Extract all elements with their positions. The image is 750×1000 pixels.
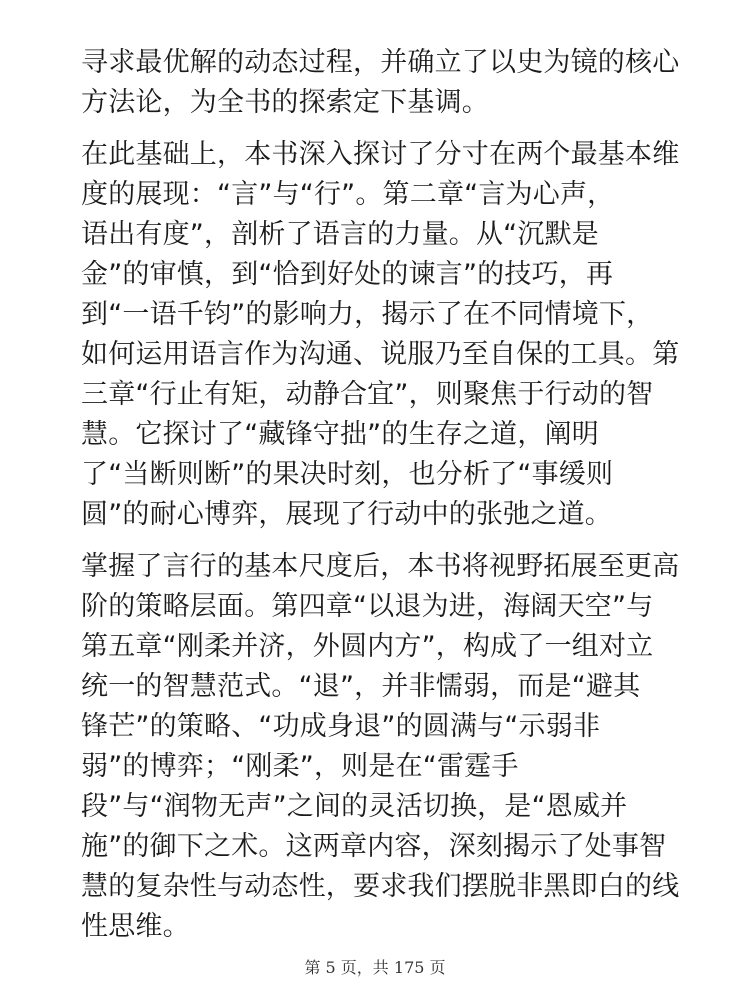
text-line: 段”与“润物无声”之间的灵活切换，是“恩威并 bbox=[81, 791, 628, 822]
text-line: 慧。它探讨了“藏锋守拙”的生存之道，阐明 bbox=[81, 419, 599, 450]
text-line: 慧的复杂性与动态性，要求我们摆脱非黑即白的线 bbox=[81, 871, 680, 902]
text-line: 第五章“刚柔并济，外圆内方”，构成了一组对立 bbox=[81, 631, 654, 662]
text-line: 施”的御下之术。这两章内容，深刻揭示了处事智 bbox=[81, 831, 667, 862]
text-line: 到“一语千钧”的影响力，揭示了在不同情境下， bbox=[81, 299, 654, 330]
text-line: 统一的智慧范式。“退”，并非懦弱，而是“避其 bbox=[81, 671, 641, 702]
text-line: 如何运用语言作为沟通、说服乃至自保的工具。第 bbox=[81, 339, 680, 370]
text-line: 锋芒”的策略、“功成身退”的圆满与“示弱非 bbox=[81, 711, 601, 742]
text-line: 圆”的耐心博弈，展现了行动中的张弛之道。 bbox=[81, 499, 612, 530]
paragraph-1 bbox=[81, 43, 681, 123]
text-line: 度的展现：“言”与“行”。第二章“言为心声， bbox=[81, 179, 615, 210]
text-line: 了“当断则断”的果决时刻，也分析了“事缓则 bbox=[81, 459, 614, 490]
text-line: 掌握了言行的基本尺度后，本书将视野拓展至更高 bbox=[81, 551, 680, 582]
text-line: 性思维。 bbox=[81, 911, 190, 942]
paragraph-2 bbox=[81, 135, 681, 535]
paragraph-3 bbox=[81, 547, 681, 947]
text-line: 寻求最优解的动态过程，并确立了以史为镜的核心 bbox=[81, 47, 680, 78]
document-body bbox=[81, 43, 681, 959]
text-line: 弱”的博弈；“刚柔”，则是在“雷霆手 bbox=[81, 751, 519, 782]
text-line: 金”的审慎，到“恰到好处的谏言”的技巧，再 bbox=[81, 259, 614, 290]
page-number-footer: 第 5 页，共 175 页 bbox=[304, 958, 446, 977]
text-line: 在此基础上，本书深入探讨了分寸在两个最基本维 bbox=[81, 139, 680, 170]
text-line: 三章“行止有矩，动静合宜”，则聚焦于行动的智 bbox=[81, 379, 654, 410]
text-line: 阶的策略层面。第四章“以退为进，海阔天空”与 bbox=[81, 591, 654, 622]
text-line: 语出有度”，剖析了语言的力量。从“沉默是 bbox=[81, 219, 599, 250]
text-line: 方法论，为全书的探索定下基调。 bbox=[81, 87, 489, 118]
